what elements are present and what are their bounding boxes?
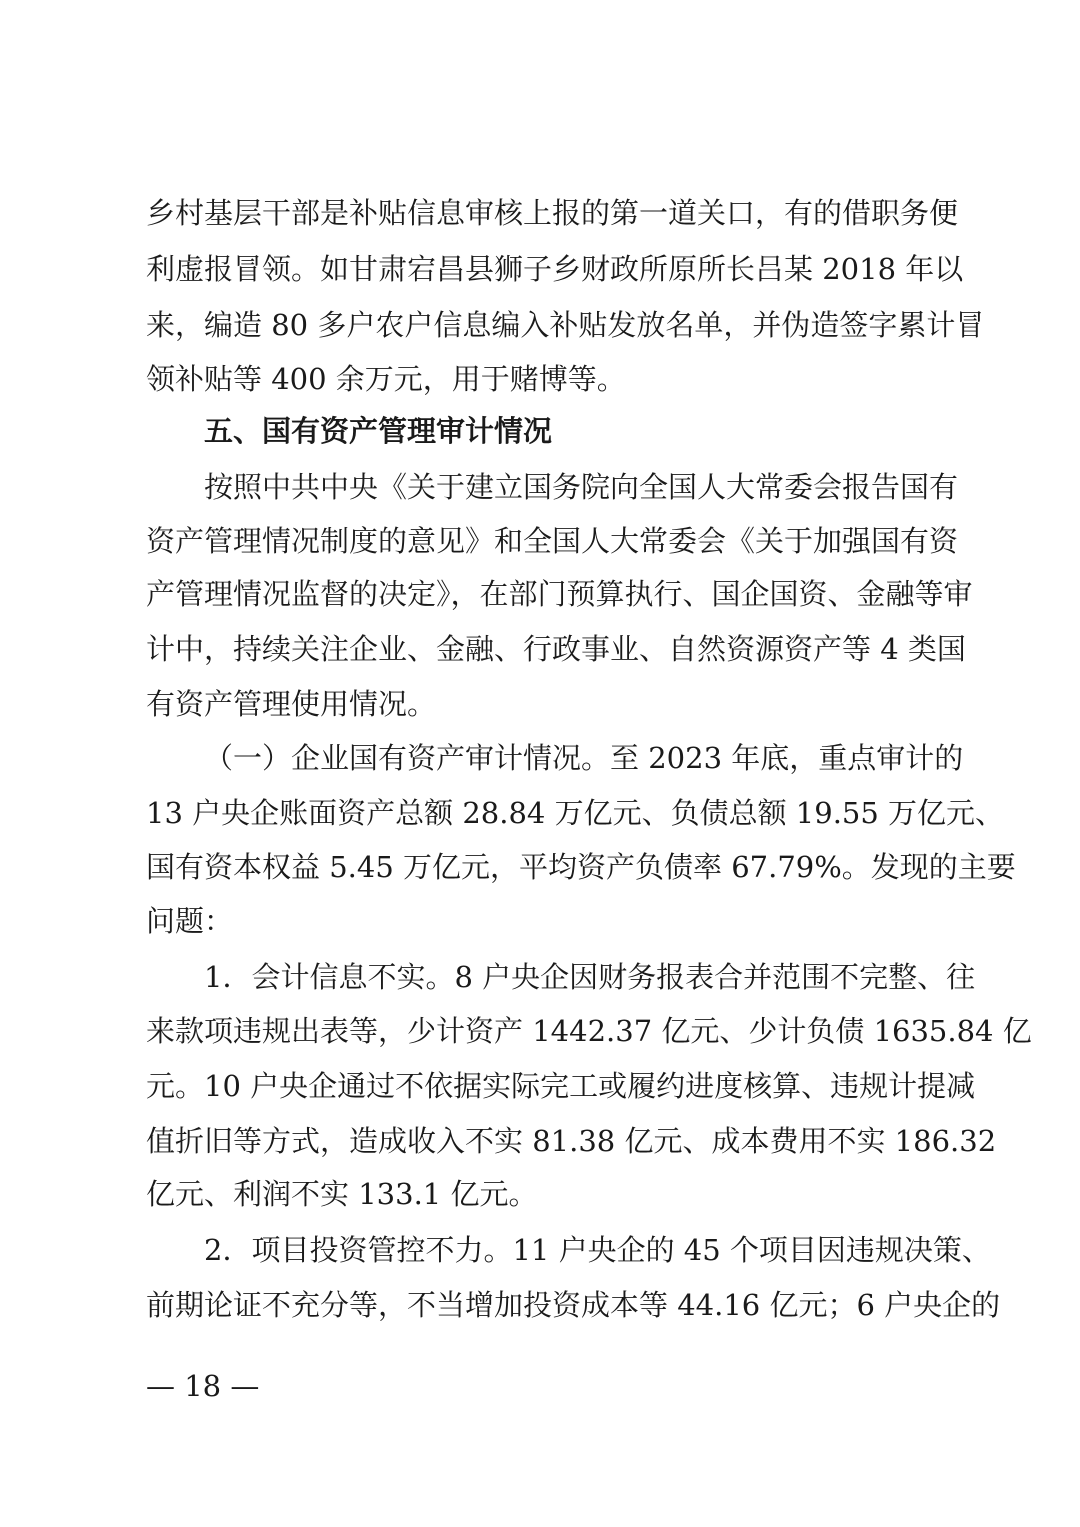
body-text-line: 领补贴等 400 余万元，用于赌博等。 [146,362,626,396]
body-text-line: 亿元、利润不实 133.1 亿元。 [146,1177,538,1211]
body-text-line: 前期论证不充分等，不当增加投资成本等 44.16 亿元；6 户央企的 [146,1288,1001,1322]
body-text-line: 资产管理情况制度的意见》和全国人大常委会《关于加强国有资 [146,524,959,558]
body-text-line: 来，编造 80 多户农户信息编入补贴发放名单，并伪造签字累计冒 [146,308,985,342]
body-text-line: 来款项违规出表等，少计资产 1442.37 亿元、少计负债 1635.84 亿 [146,1014,1032,1048]
body-text-line: 13 户央企账面资产总额 28.84 万亿元、负债总额 19.55 万亿元、 [146,796,1005,830]
section-heading: 五、国有资产管理审计情况 [204,414,553,448]
body-text-line: 计中，持续关注企业、金融、行政事业、自然资源资产等 4 类国 [146,632,966,666]
body-text-line: 元。10 户央企通过不依据实际完工或履约进度核算、违规计提减 [146,1069,976,1103]
numbered-item-line: 2．项目投资管控不力。11 户央企的 45 个项目因违规决策、 [204,1233,991,1267]
body-text-line: 利虚报冒领。如甘肃宕昌县狮子乡财政所原所长吕某 2018 年以 [146,252,964,286]
body-text-line: 产管理情况监督的决定》，在部门预算执行、国企国资、金融等审 [146,577,973,611]
body-text-line: 有资产管理使用情况。 [146,687,437,721]
body-text-line: 问题： [146,904,234,938]
numbered-item-line: 1．会计信息不实。8 户央企因财务报表合并范围不完整、往 [204,960,976,994]
body-text-line: 值折旧等方式，造成收入不实 81.38 亿元、成本费用不实 186.32 [146,1124,997,1158]
page-number: — 18 — [146,1369,260,1403]
subsection-paragraph-line: （一）企业国有资产审计情况。至 2023 年底，重点审计的 [204,741,964,775]
body-text-line: 国有资本权益 5.45 万亿元，平均资产负债率 67.79%。发现的主要 [146,850,1016,884]
body-text-line: 乡村基层干部是补贴信息审核上报的第一道关口，有的借职务便 [146,196,959,230]
body-text-line: 按照中共中央《关于建立国务院向全国人大常委会报告国有 [204,470,959,504]
